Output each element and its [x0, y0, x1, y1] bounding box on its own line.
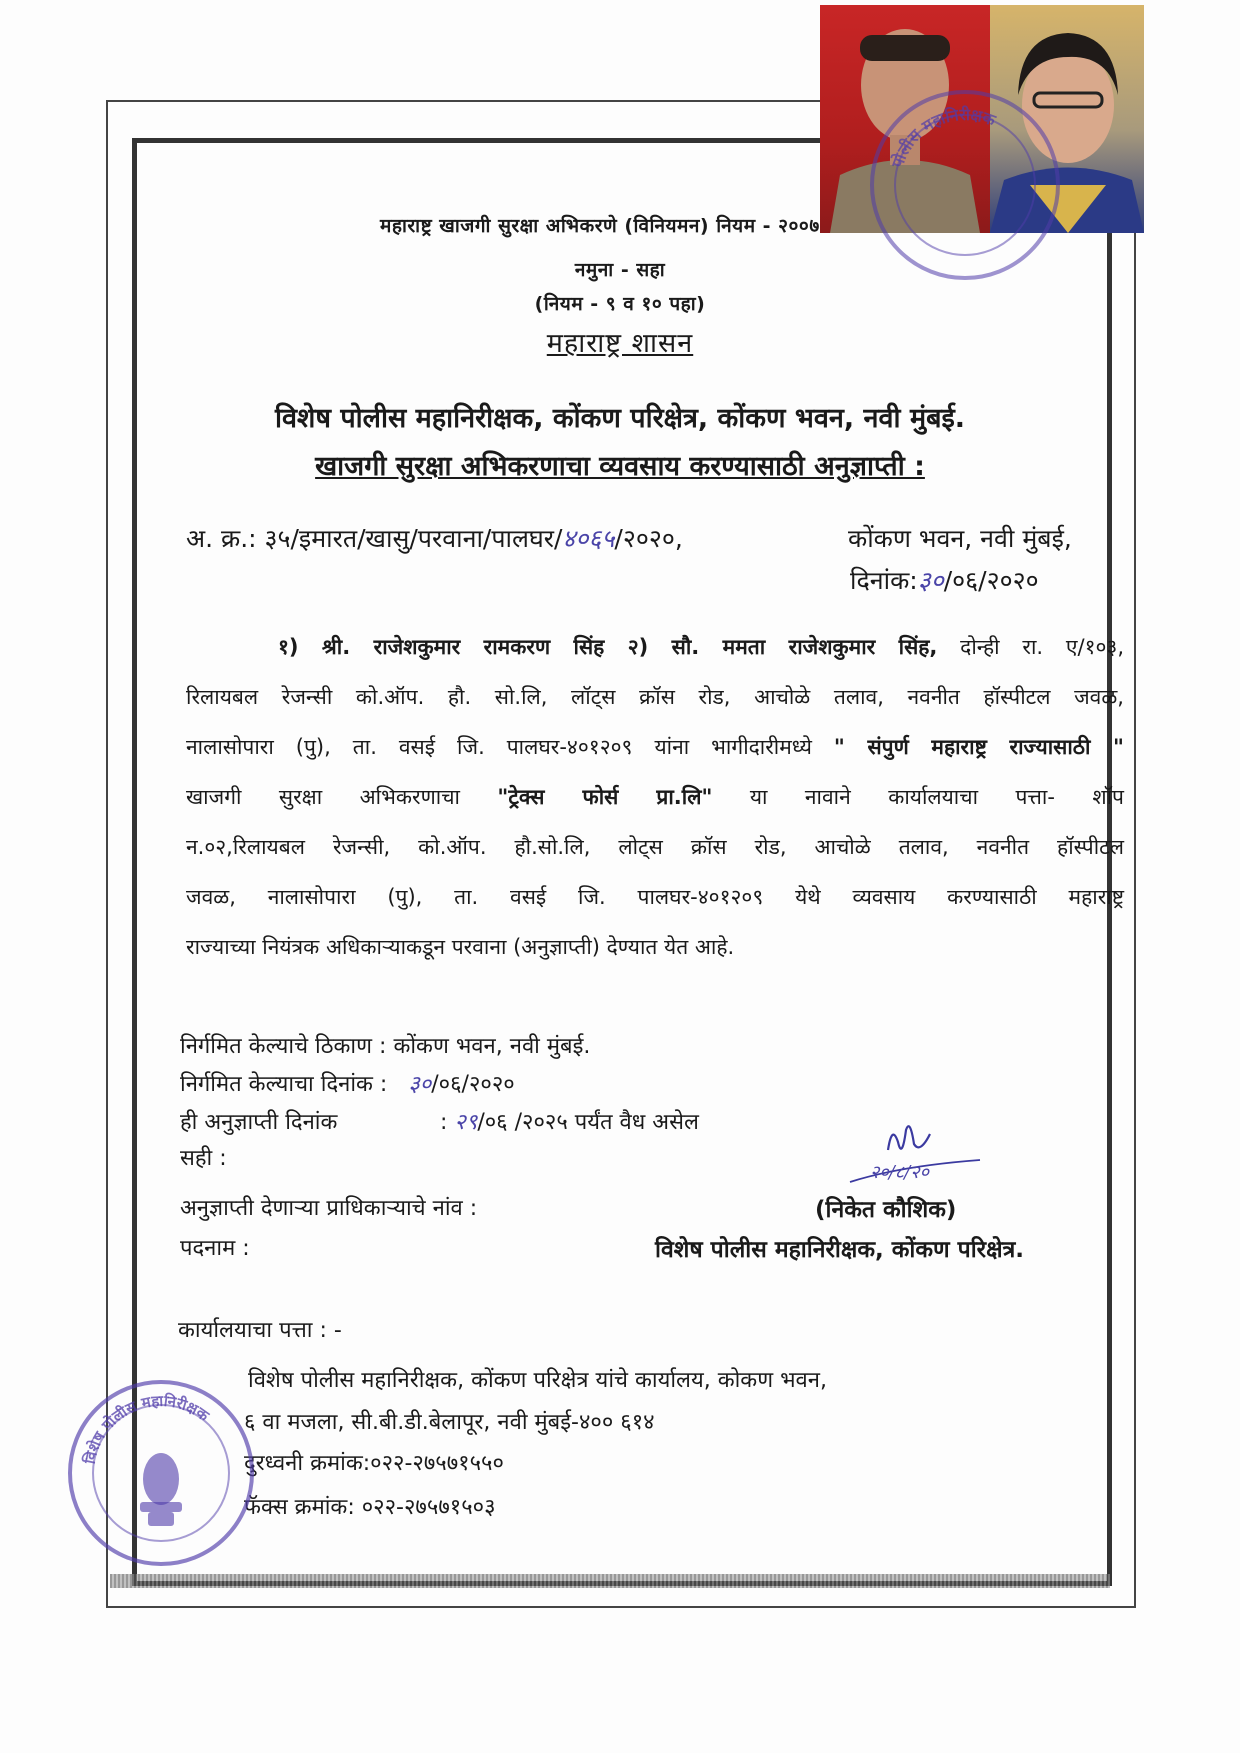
- office-address-label: कार्यालयाचा पत्ता : -: [178, 1318, 342, 1343]
- reference-number-handwritten: ४०६५: [562, 524, 615, 553]
- reference-date-handwritten: ३०: [917, 566, 944, 595]
- national-emblem-icon: [140, 1453, 182, 1526]
- validity-label: ही अनुज्ञाप्ती दिनांक: [180, 1110, 338, 1135]
- signature-date: २०/८/२०: [870, 1162, 929, 1183]
- reference-number: अ. क्र.: ३५/इमारत/खासु/परवाना/पालघर/४०६५/२०२०,: [186, 524, 683, 553]
- authority-name-label: अनुज्ञाप्ती देणाऱ्या प्राधिकाऱ्याचे नांव :: [180, 1196, 478, 1221]
- body-line-6: जवळ, नालासोपारा (पु), ता. वसई जि. पालघर-४०१२०९ येथे व्यवसाय करण्यासाठी महाराष्ट्र: [186, 885, 1124, 909]
- office-phone: दुरध्वनी क्रमांक:०२२-२७५७१५५०: [244, 1451, 504, 1476]
- authority-designation: विशेष पोलीस महानिरीक्षक, कोंकण परिक्षेत्र.: [655, 1237, 1024, 1263]
- body-line-4: खाजगी सुरक्षा अभिकरणाचा "ट्रेक्स फोर्स प्रा.लि" या नावाने कार्यालयाचा पत्ता- शॉप: [186, 785, 1124, 809]
- issue-date: निर्गमित केल्याचा दिनांक : ३०/०६/२०२०: [180, 1072, 515, 1097]
- authority-name: (निकेत कौशिक): [815, 1197, 957, 1223]
- official-seal-bottom: [68, 1380, 254, 1566]
- license-title: खाजगी सुरक्षा अभिकरणाचा व्यवसाय करण्यासाठी अनुज्ञाप्ती :: [315, 451, 925, 482]
- authority-signature: [840, 1120, 1010, 1200]
- body-line-2: रिलायबल रेजन्सी को.ऑप. हौ. सो.लि, लॉट्स क्रॉस रोड, आचोळे तलाव, नवनीत हॉस्पीटल जवळ,: [186, 685, 1124, 709]
- license-body: [186, 622, 1124, 972]
- validity-date: : २९/०६ /२०२५ पर्यंत वैध असेल: [440, 1110, 699, 1135]
- agency-name: "ट्रेक्स फोर्स प्रा.लि": [497, 785, 713, 809]
- official-seal-top: [870, 90, 1060, 280]
- bottom-scan-strip: [110, 1574, 1110, 1588]
- svg-text:पोलीस महानिरीक्षक: [887, 105, 998, 171]
- issue-place: निर्गमित केल्याचे ठिकाण : कोंकण भवन, नवी मुंबई.: [180, 1034, 591, 1059]
- office-fax: फॅक्स क्रमांक: ०२२-२७५७१५०३: [244, 1495, 496, 1520]
- body-line-3: नालासोपारा (पु), ता. वसई जि. पालघर-४०१२०९ यांना भागीदारीमध्ये " संपुर्ण महाराष्ट्र राज्यासाठी ": [186, 735, 1124, 759]
- office-address-line-1: विशेष पोलीस महानिरीक्षक, कोंकण परिक्षेत्र यांचे कार्यालय, कोकण भवन,: [248, 1368, 827, 1393]
- signature-label: सही :: [180, 1146, 227, 1171]
- government-name: महाराष्ट्र शासन: [546, 328, 694, 359]
- rule-reference: (नियम - ९ व १० पहा): [534, 293, 706, 315]
- rules-line: महाराष्ट्र खाजगी सुरक्षा अभिकरणे (विनियमन) नियम - २००७: [380, 215, 820, 237]
- office-address-line-2: ६ वा मजला, सी.बी.डी.बेलापूर, नवी मुंबई-४०० ६१४: [244, 1410, 655, 1435]
- body-line-1: १) श्री. राजेशकुमार रामकरण सिंह २) सौ. ममता राजेशकुमार सिंह, दोन्ही रा. ए/१०३,: [278, 635, 1124, 659]
- seal-top-text: पोलीस महानिरीक्षक: [887, 104, 999, 171]
- svg-text:विशेष पोलीस महानिरीक्षक: [80, 1392, 213, 1467]
- seal-bottom-text: विशेष पोलीस महानिरीक्षक: [80, 1391, 213, 1466]
- reference-place: कोंकण भवन, नवी मुंबई,: [848, 524, 1072, 553]
- body-line-7: राज्याच्या नियंत्रक अधिकाऱ्याकडून परवाना (अनुज्ञाप्ती) देण्यात येत आहे.: [186, 935, 735, 959]
- office-heading: विशेष पोलीस महानिरीक्षक, कोंकण परिक्षेत्र, कोंकण भवन, नवी मुंबई.: [274, 403, 966, 434]
- reference-date: दिनांक:३०/०६/२०२०: [850, 566, 1039, 595]
- body-line-5: न.०२,रिलायबल रेजन्सी, को.ऑप. हौ.सो.लि, लोट्स क्रॉस रोड, आचोळे तलाव, नवनीत हॉस्पीटल: [186, 835, 1124, 859]
- designation-label: पदनाम :: [180, 1236, 250, 1261]
- form-number: नमुना - सहा: [574, 259, 666, 281]
